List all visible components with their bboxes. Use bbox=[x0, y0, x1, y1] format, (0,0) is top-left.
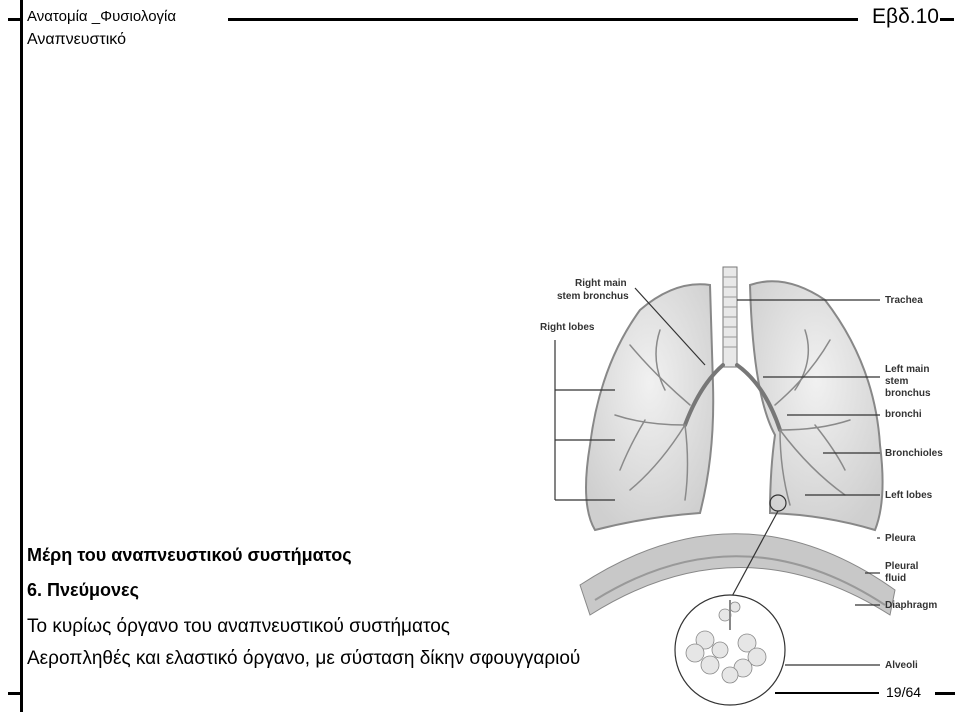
label-pleural-fluid-1: Pleural bbox=[885, 561, 919, 572]
header-tick-left bbox=[8, 18, 20, 21]
label-right-main-stem-bronchus-2: stem bronchus bbox=[557, 291, 629, 302]
label-alveoli: Alveoli bbox=[885, 660, 918, 671]
label-left-main-stem-bronchus-3: bronchus bbox=[885, 388, 931, 399]
course-title: Ανατομία _Φυσιολογία bbox=[27, 8, 177, 25]
label-right-main-stem-bronchus-1: Right main bbox=[575, 278, 627, 289]
left-vertical-rule bbox=[20, 0, 23, 712]
text-line-1: Το κυρίως όργανο του αναπνευστικού συστήματος bbox=[27, 616, 450, 637]
page-number: 19/64 bbox=[886, 684, 922, 700]
label-diaphragm: Diaphragm bbox=[885, 600, 938, 611]
label-left-main-stem-bronchus-1: Left main bbox=[885, 364, 930, 375]
footer-tick-left bbox=[8, 692, 20, 695]
label-right-lobes: Right lobes bbox=[540, 322, 595, 333]
lungs-diagram bbox=[525, 255, 960, 710]
label-pleural-fluid-2: fluid bbox=[885, 573, 907, 584]
section-title: Μέρη του αναπνευστικού συστήματος bbox=[27, 545, 352, 565]
text-line-2: Αεροπληθές και ελαστικό όργανο, με σύσταση δίκην σφουγγαριού bbox=[27, 648, 581, 669]
label-trachea: Trachea bbox=[885, 295, 923, 306]
footer-rule bbox=[775, 692, 879, 694]
label-left-main-stem-bronchus-2: stem bbox=[885, 376, 909, 387]
section-subtitle: 6. Πνεύμονες bbox=[27, 580, 139, 600]
header-rule bbox=[228, 18, 858, 21]
chapter-title: Αναπνευστικό bbox=[27, 31, 127, 48]
label-bronchi: bronchi bbox=[885, 409, 922, 420]
week-label: Εβδ.10 bbox=[872, 5, 939, 28]
header-tick-right bbox=[940, 18, 954, 21]
label-bronchioles: Bronchioles bbox=[885, 448, 943, 459]
label-pleura: Pleura bbox=[885, 533, 916, 544]
label-left-lobes: Left lobes bbox=[885, 490, 933, 501]
